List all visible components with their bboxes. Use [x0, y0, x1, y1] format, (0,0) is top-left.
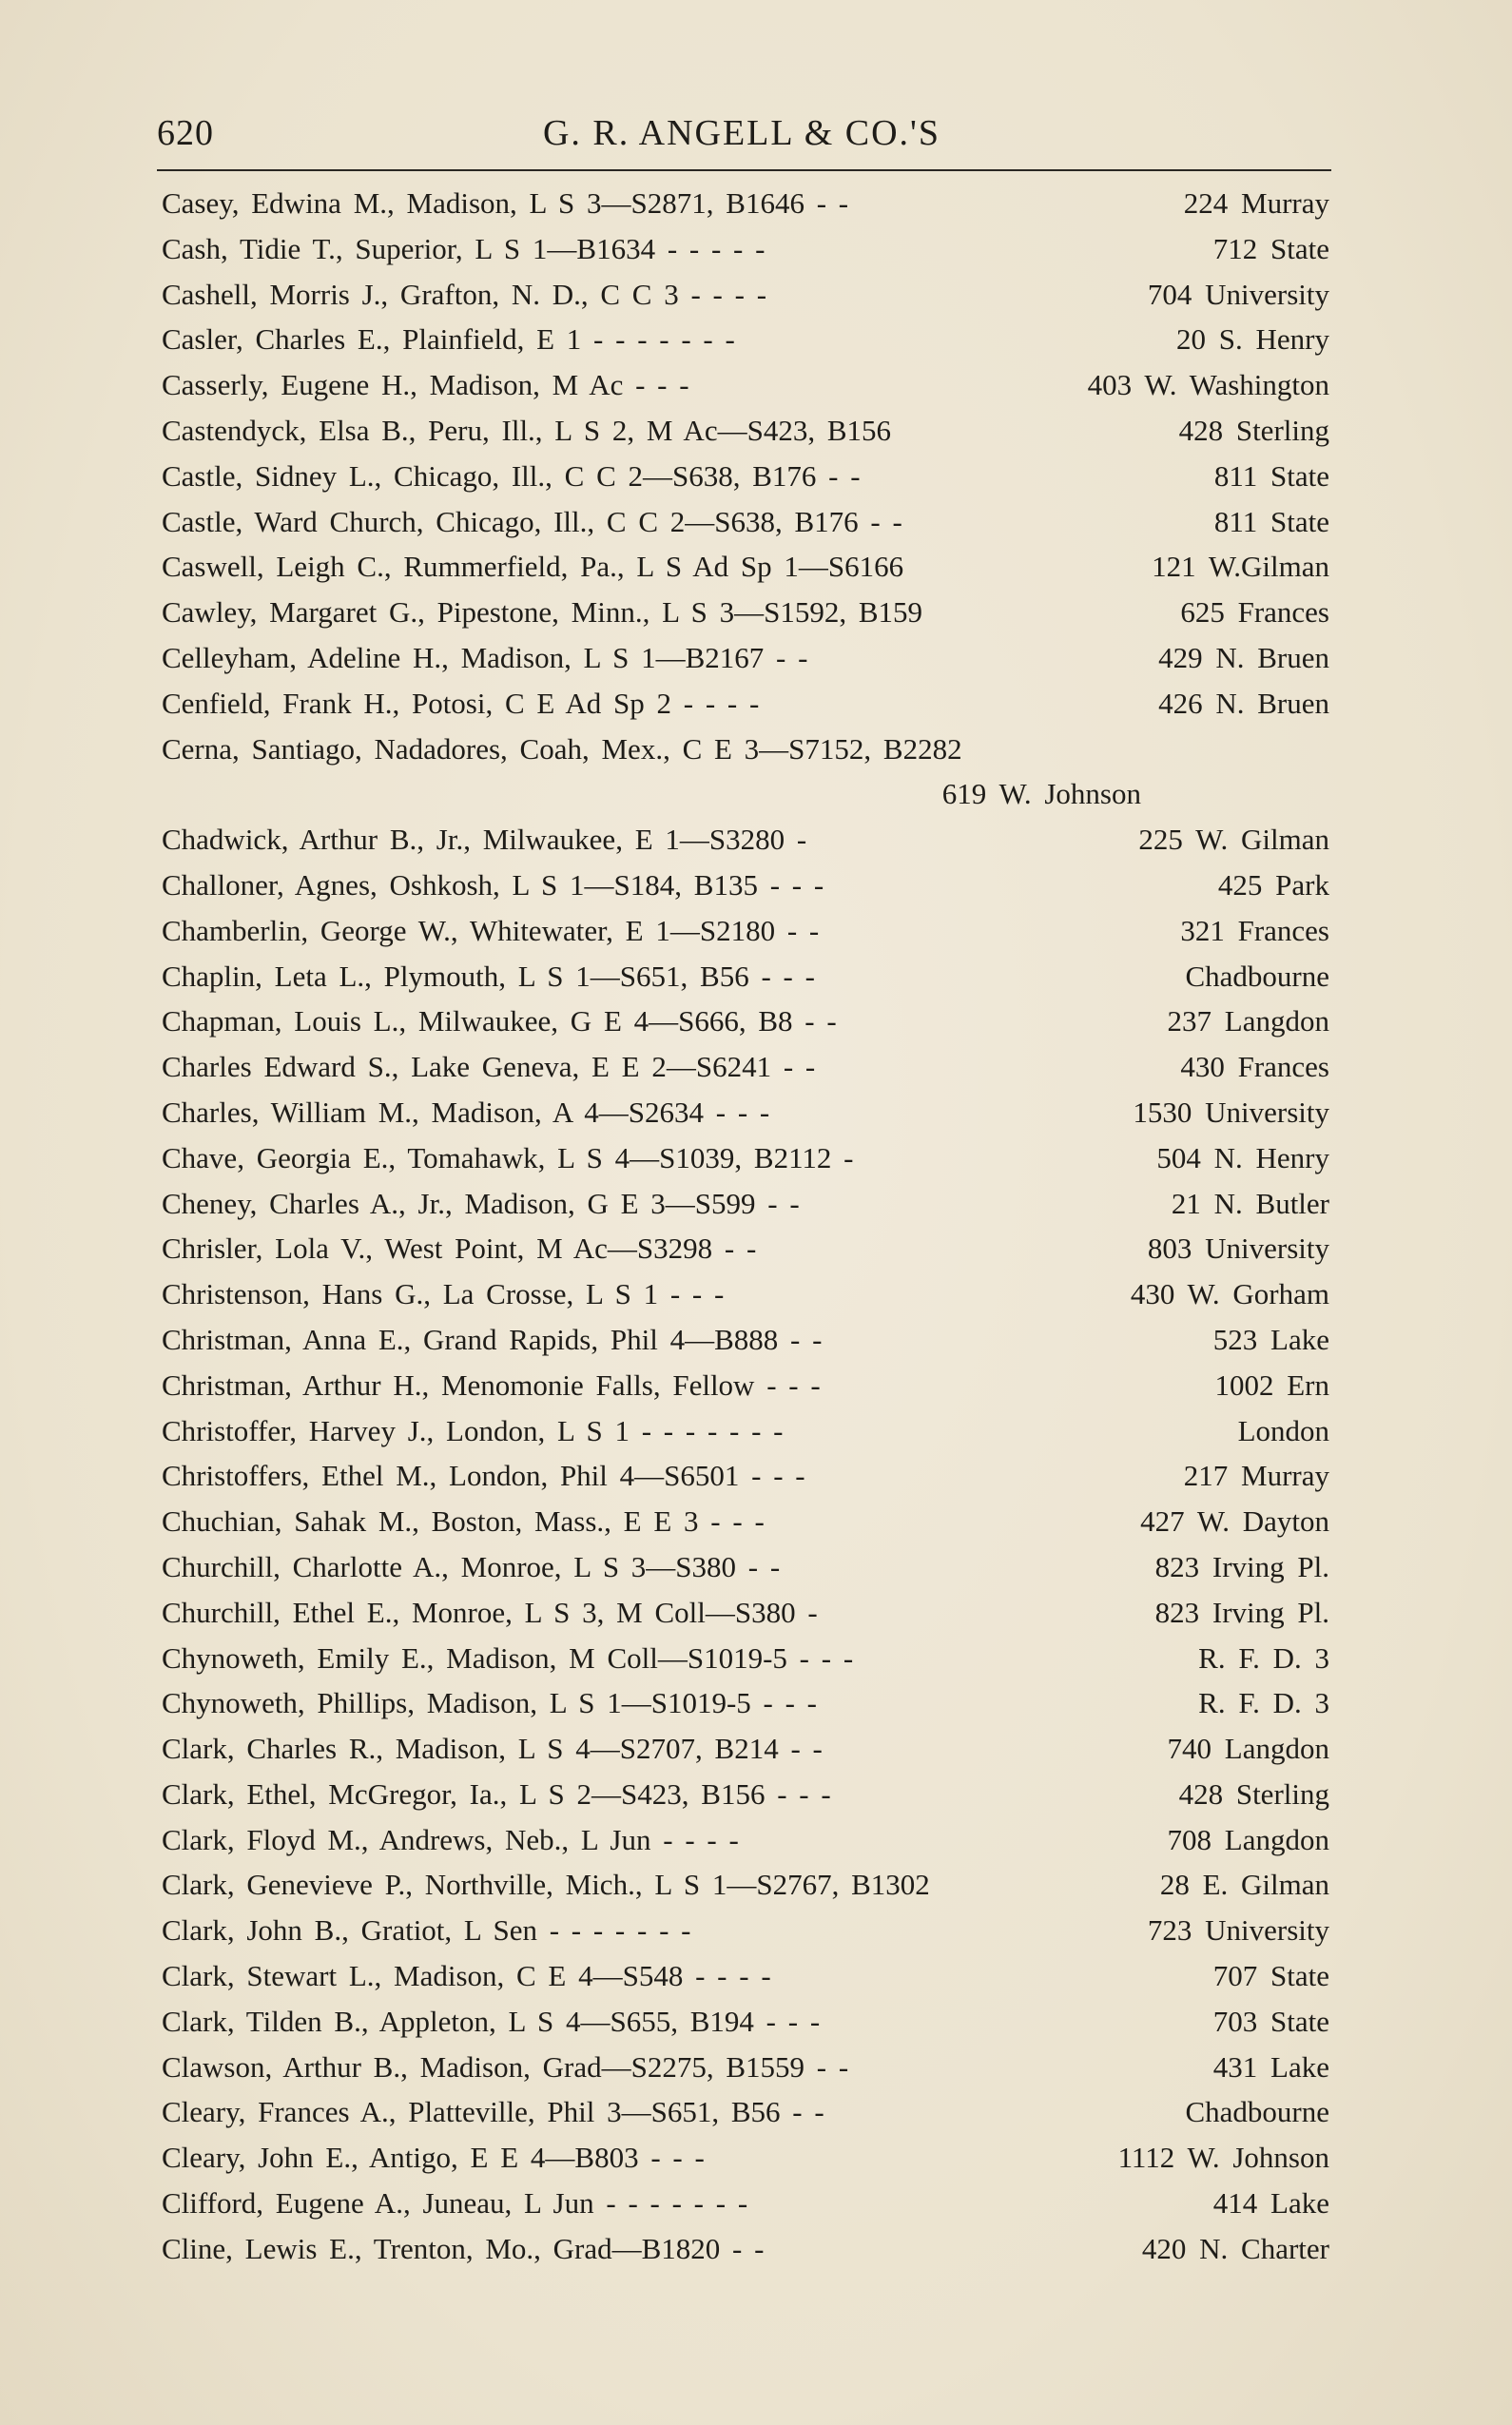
entry-name-details: Clifford, Eugene A., Juneau, L Jun - - - - - - - — [162, 2186, 748, 2221]
entry-name-details: Cawley, Margaret G., Pipestone, Minn., L S 3—S1592, B159 — [162, 595, 923, 630]
entry-address: 21 N. Butler — [1171, 1186, 1329, 1220]
entry-address: Chadbourne — [1185, 2095, 1329, 2129]
entry-name-details: Cleary, Frances A., Platteville, Phil 3—S651, B56 - - — [162, 2095, 824, 2129]
entry-name-details: Christenson, Hans G., La Crosse, L S 1 - - - — [162, 1277, 725, 1311]
entry-address: 430 Frances — [1180, 1050, 1329, 1084]
directory-entry — [162, 226, 1329, 272]
entry-name-details: Casey, Edwina M., Madison, L S 3—S2871, B1646 - - — [162, 186, 849, 220]
entry-address: 619 W. Johnson — [941, 777, 1141, 811]
entry-address: 712 State — [1212, 231, 1329, 265]
directory-entry — [162, 317, 1329, 362]
entry-address: R. F. D. 3 — [1198, 1686, 1329, 1720]
entry-name-details: Chynoweth, Emily E., Madison, M Coll—S1019-5 - - - — [162, 1640, 854, 1675]
directory-entry — [162, 2135, 1329, 2181]
entry-name-details: Cline, Lewis E., Trenton, Mo., Grad—B1820 - - — [162, 2231, 765, 2265]
entry-address: 428 Sterling — [1178, 413, 1329, 447]
entry-name-details: Caswell, Leigh C., Rummerfield, Pa., L S Ad Sp 1—S6166 — [162, 550, 904, 584]
entry-name-details: Celleyham, Adeline H., Madison, L S 1—B2167 - - — [162, 640, 808, 674]
directory-entry — [162, 2181, 1329, 2226]
entry-name-details: Charles, William M., Madison, A 4—S2634 - - - — [162, 1095, 770, 1129]
entry-name-details: Chadwick, Arthur B., Jr., Milwaukee, E 1—S3280 - — [162, 823, 807, 857]
entry-address: 121 W.Gilman — [1152, 550, 1329, 584]
entry-address: 428 Sterling — [1178, 1776, 1329, 1811]
directory-entry — [162, 1999, 1329, 2045]
entry-name-details: Chrisler, Lola V., West Point, M Ac—S3298 - - — [162, 1232, 757, 1266]
directory-entry — [162, 1772, 1329, 1817]
directory-entry — [162, 1271, 1329, 1317]
directory-entry — [162, 727, 1329, 818]
directory-entry — [162, 181, 1329, 226]
entry-name-details: Clark, Ethel, McGregor, Ia., L S 2—S423, B156 - - - — [162, 1776, 831, 1811]
entry-address: 703 State — [1212, 2004, 1329, 2038]
entry-name-details: Cash, Tidie T., Superior, L S 1—B1634 - - - - - — [162, 231, 766, 265]
directory-entry — [162, 954, 1329, 999]
directory-entry — [162, 1408, 1329, 1454]
directory-entry — [162, 863, 1329, 908]
entry-address: 403 W. Washington — [1087, 368, 1329, 402]
directory-entry — [162, 1908, 1329, 1953]
directory-entry — [162, 1044, 1329, 1090]
entry-address: 823 Irving Pl. — [1154, 1595, 1329, 1629]
entry-name-details: Castle, Sidney L., Chicago, Ill., C C 2—S638, B176 - - — [162, 458, 861, 493]
entry-name-details: Churchill, Ethel E., Monroe, L S 3, M Coll—S380 - — [162, 1595, 818, 1629]
entry-address: 225 W. Gilman — [1138, 823, 1329, 857]
entry-name-details: Challoner, Agnes, Oshkosh, L S 1—S184, B135 - - - — [162, 867, 824, 902]
entry-address: 414 Lake — [1212, 2186, 1329, 2221]
entry-name-details: Cheney, Charles A., Jr., Madison, G E 3—S599 - - — [162, 1186, 800, 1220]
directory-entry — [162, 1590, 1329, 1636]
directory-entry — [162, 499, 1329, 545]
entry-address: 321 Frances — [1180, 913, 1329, 947]
entry-name-details: Christman, Anna E., Grand Rapids, Phil 4—B888 - - — [162, 1322, 823, 1356]
header-rule — [157, 169, 1331, 171]
page-header — [157, 112, 1327, 169]
entry-name-details: Chaplin, Leta L., Plymouth, L S 1—S651, B56 - - - — [162, 959, 815, 993]
entry-address: 723 University — [1147, 1913, 1329, 1948]
entry-name-details: Charles Edward S., Lake Geneva, E E 2—S6241 - - — [162, 1050, 816, 1084]
entry-address: 1530 University — [1133, 1095, 1329, 1129]
entry-name-details: Cleary, John E., Antigo, E E 4—B803 - - - — [162, 2141, 705, 2175]
directory-entry — [162, 1453, 1329, 1499]
entry-name-details: Clawson, Arthur B., Madison, Grad—S2275, B1559 - - — [162, 2049, 849, 2084]
entry-name-details: Cerna, Santiago, Nadadores, Coah, Mex., C E 3—S7152, B2282 — [162, 731, 962, 766]
entry-name-details: Casserly, Eugene H., Madison, M Ac - - - — [162, 368, 689, 402]
directory-entry — [162, 2226, 1329, 2272]
entry-address: 237 Langdon — [1167, 1004, 1329, 1038]
directory-entry — [162, 2089, 1329, 2135]
entry-address: 431 Lake — [1212, 2049, 1329, 2084]
entry-name-details: Chapman, Louis L., Milwaukee, G E 4—S666, B8 - - — [162, 1004, 837, 1038]
entry-address: 420 N. Charter — [1141, 2231, 1329, 2265]
entry-name-details: Christoffer, Harvey J., London, L S 1 - - - - - - - — [162, 1413, 784, 1447]
directory-entry — [162, 1317, 1329, 1363]
entry-name-details: Castle, Ward Church, Chicago, Ill., C C 2—S638, B176 - - — [162, 504, 902, 538]
directory-entry — [162, 1499, 1329, 1544]
entry-address: 523 Lake — [1212, 1322, 1329, 1356]
running-title: G. R. ANGELL & CO.'S — [542, 113, 941, 153]
entry-name-details: Chave, Georgia E., Tomahawk, L S 4—S1039, B2112 - — [162, 1140, 854, 1174]
entry-name-details: Christoffers, Ethel M., London, Phil 4—S6501 - - - — [162, 1459, 805, 1493]
entry-address: 217 Murray — [1183, 1459, 1329, 1493]
entry-address: R. F. D. 3 — [1198, 1640, 1329, 1675]
directory-entry — [162, 272, 1329, 318]
entry-name-details: Clark, Stewart L., Madison, C E 4—S548 - - - - — [162, 1959, 771, 1993]
entry-name-details: Clark, Charles R., Madison, L S 4—S2707, B214 - - — [162, 1732, 823, 1766]
directory-entry — [162, 454, 1329, 499]
entry-address: 823 Irving Pl. — [1154, 1549, 1329, 1583]
directory-entry — [162, 408, 1329, 454]
entry-address: 504 N. Henry — [1156, 1140, 1329, 1174]
entry-address: 427 W. Dayton — [1140, 1504, 1329, 1539]
entry-address: 811 State — [1213, 504, 1329, 538]
directory-entry — [162, 1226, 1329, 1271]
entry-address: 803 University — [1147, 1232, 1329, 1266]
entry-address: 426 N. Bruen — [1158, 686, 1329, 720]
directory-listing — [162, 181, 1329, 2272]
directory-entry — [162, 1680, 1329, 1726]
directory-entry — [162, 1862, 1329, 1908]
entry-address: 224 Murray — [1183, 186, 1329, 220]
entry-name-details: Castendyck, Elsa B., Peru, Ill., L S 2, M Ac—S423, B156 — [162, 413, 891, 447]
directory-entry — [162, 1817, 1329, 1863]
entry-address: 740 Langdon — [1167, 1732, 1329, 1766]
directory-entry — [162, 681, 1329, 727]
entry-name-details: Churchill, Charlotte A., Monroe, L S 3—S380 - - — [162, 1549, 781, 1583]
directory-entry — [162, 2045, 1329, 2090]
entry-address: 708 Langdon — [1167, 1822, 1329, 1856]
directory-entry — [162, 1135, 1329, 1181]
entry-address: Chadbourne — [1185, 959, 1329, 993]
entry-address: London — [1237, 1413, 1329, 1447]
directory-entry — [162, 1544, 1329, 1590]
entry-address: 425 Park — [1217, 867, 1329, 902]
directory-entry — [162, 1953, 1329, 1999]
entry-name-details: Chuchian, Sahak M., Boston, Mass., E E 3 - - - — [162, 1504, 765, 1539]
entry-address: 704 University — [1147, 277, 1329, 311]
directory-entry — [162, 362, 1329, 408]
entry-name-details: Chamberlin, George W., Whitewater, E 1—S2180 - - — [162, 913, 820, 947]
directory-entry — [162, 1363, 1329, 1408]
entry-name-details: Clark, Floyd M., Andrews, Neb., L Jun - - - - — [162, 1822, 739, 1856]
directory-entry — [162, 1636, 1329, 1681]
entry-name-details: Christman, Arthur H., Menomonie Falls, Fellow - - - — [162, 1368, 821, 1402]
directory-entry — [162, 999, 1329, 1044]
entry-address: 20 S. Henry — [1176, 322, 1329, 357]
directory-entry — [162, 1181, 1329, 1227]
entry-address: 429 N. Bruen — [1158, 640, 1329, 674]
entry-name-details: Chynoweth, Phillips, Madison, L S 1—S1019-5 - - - — [162, 1686, 818, 1720]
entry-name-details: Cashell, Morris J., Grafton, N. D., C C 3 - - - - — [162, 277, 767, 311]
directory-entry — [162, 590, 1329, 635]
entry-name-details: Clark, Tilden B., Appleton, L S 4—S655, B194 - - - — [162, 2004, 821, 2038]
directory-entry — [162, 817, 1329, 863]
entry-address: 811 State — [1213, 458, 1329, 493]
entry-address: 28 E. Gilman — [1159, 1868, 1329, 1902]
entry-address: 1002 Ern — [1214, 1368, 1329, 1402]
entry-name-details: Cenfield, Frank H., Potosi, C E Ad Sp 2 - - - - — [162, 686, 760, 720]
entry-name-details: Casler, Charles E., Plainfield, E 1 - - - - - - - — [162, 322, 735, 357]
entry-name-details: Clark, John B., Gratiot, L Sen - - - - - - - — [162, 1913, 691, 1948]
entry-address: 1112 W. Johnson — [1117, 2141, 1329, 2175]
entry-address: 707 State — [1212, 1959, 1329, 1993]
entry-address: 430 W. Gorham — [1130, 1277, 1329, 1311]
entry-name-details: Clark, Genevieve P., Northville, Mich., L S 1—S2767, B1302 — [162, 1868, 930, 1902]
page-number: 620 — [157, 113, 214, 153]
entry-address: 625 Frances — [1180, 595, 1329, 630]
directory-entry — [162, 544, 1329, 590]
directory-entry — [162, 1726, 1329, 1772]
directory-entry — [162, 908, 1329, 954]
directory-entry — [162, 1090, 1329, 1135]
directory-entry — [162, 635, 1329, 681]
